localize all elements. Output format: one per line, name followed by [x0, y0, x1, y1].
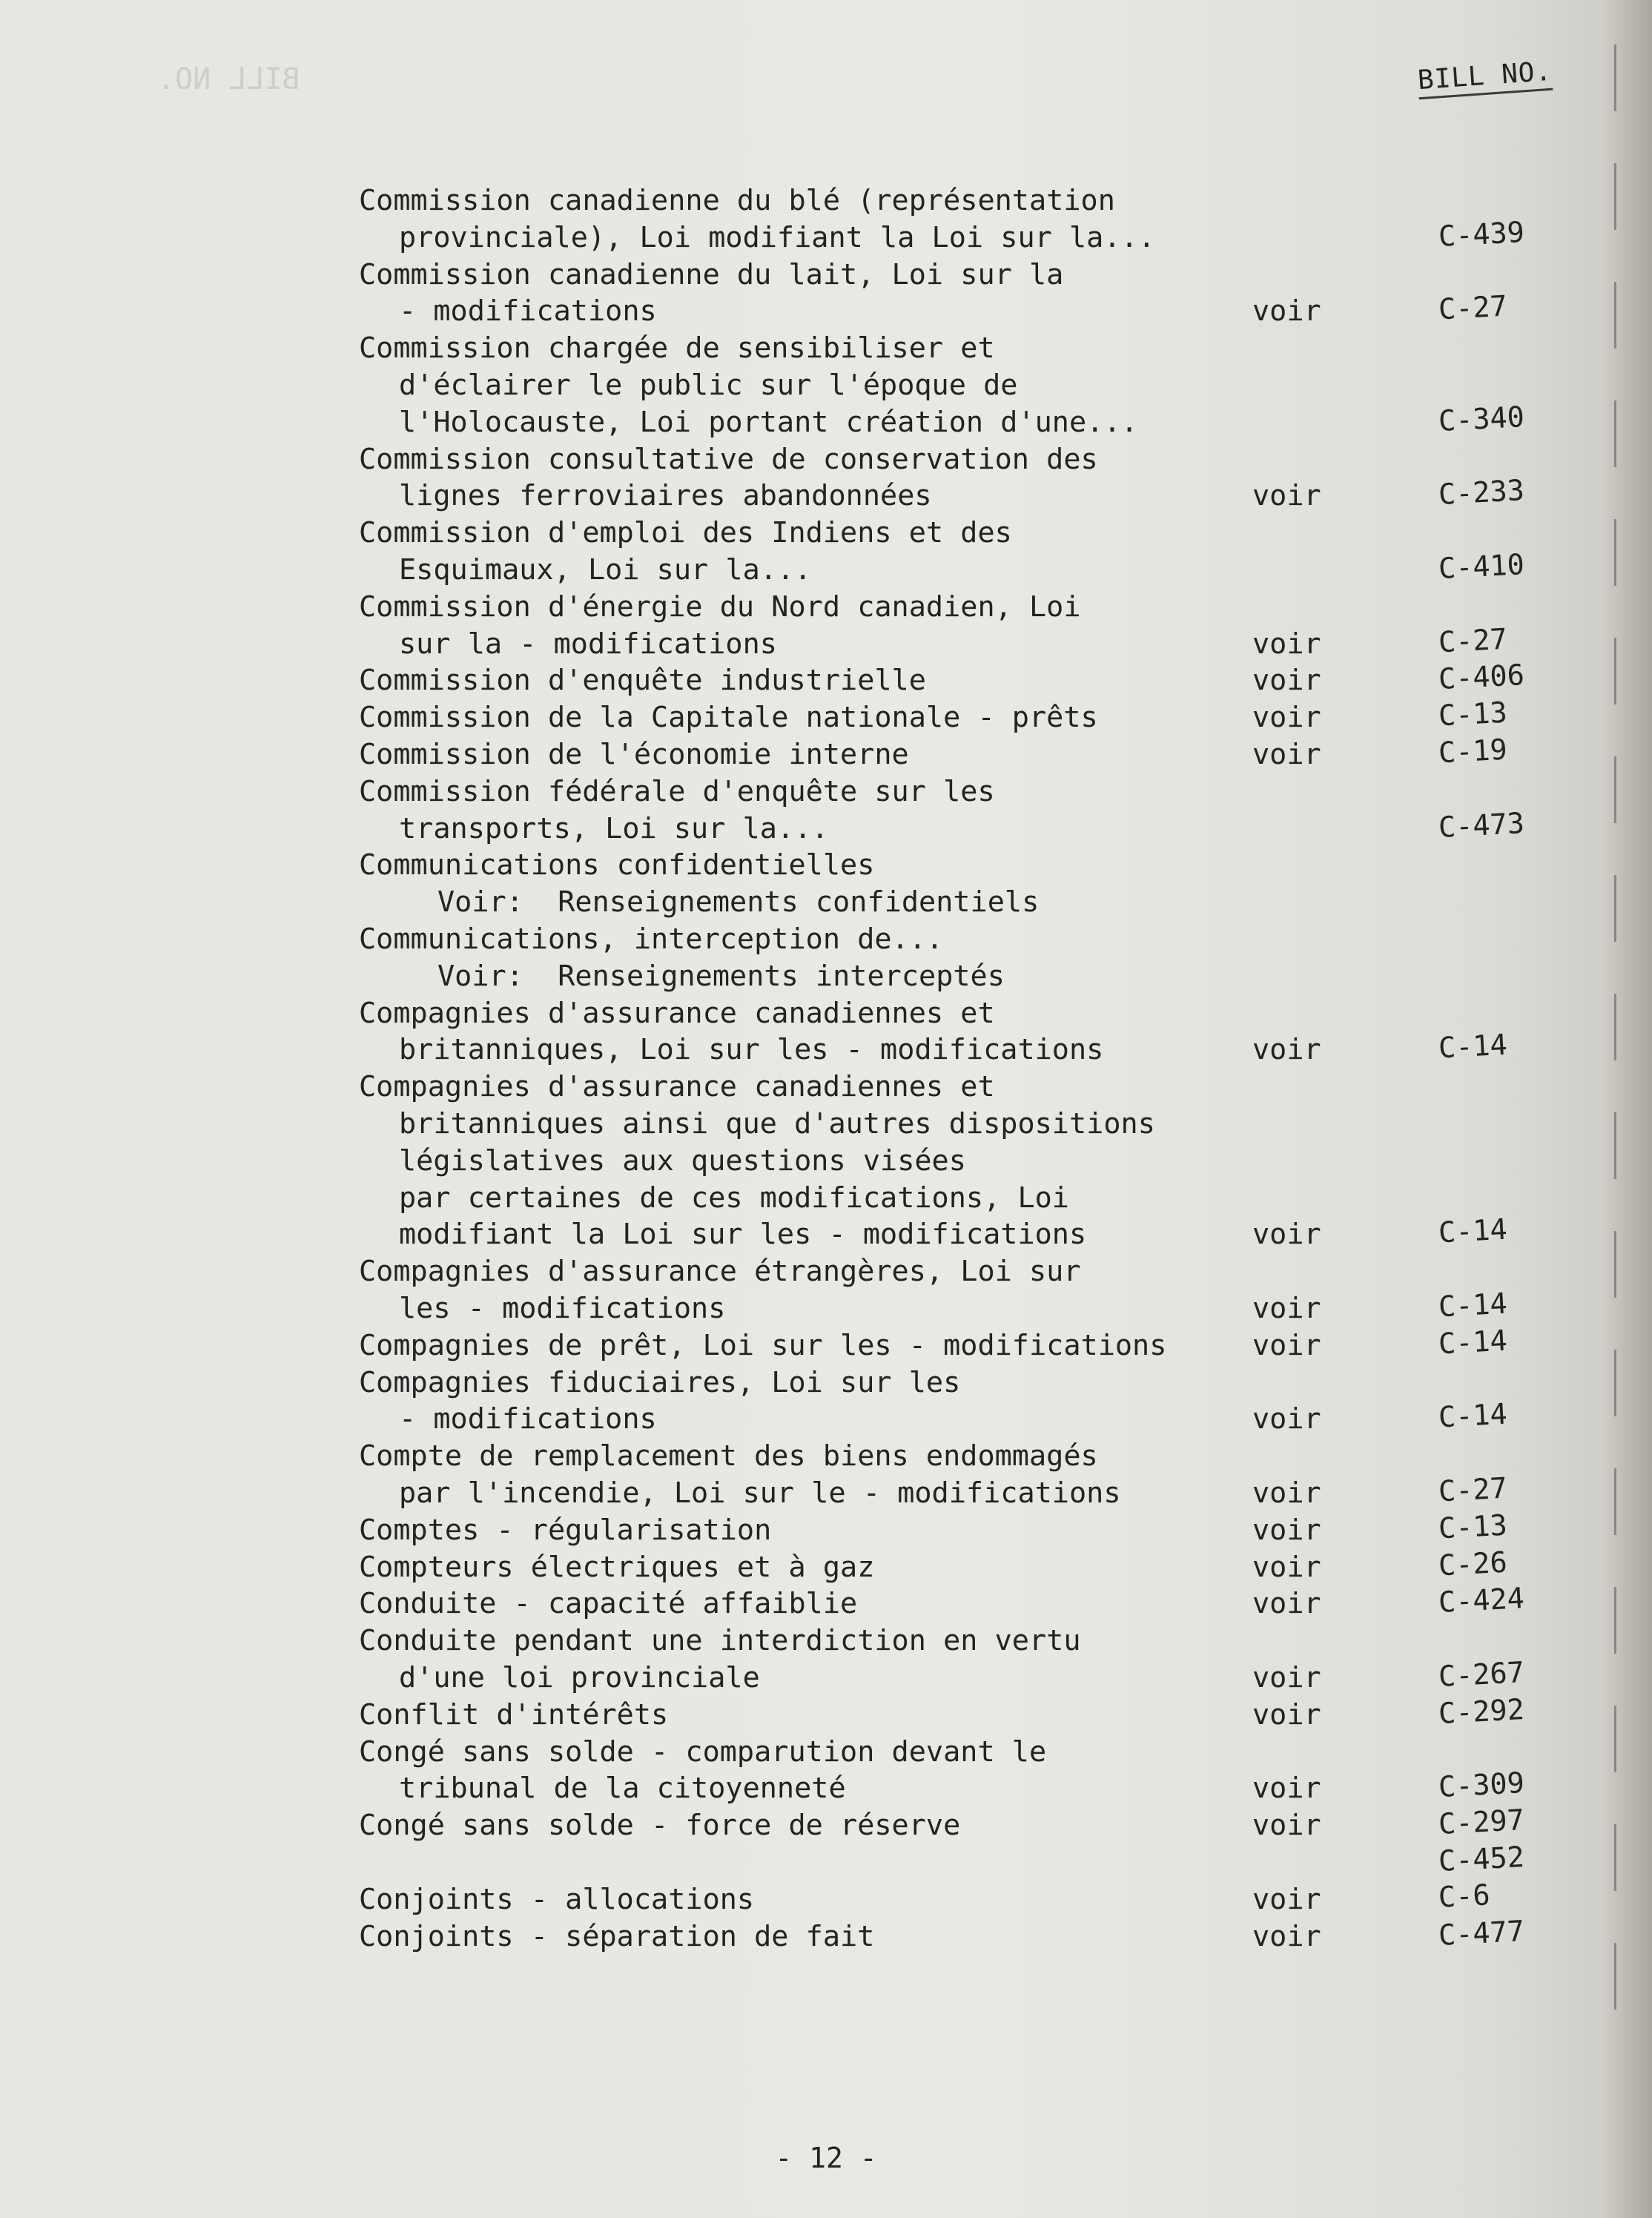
- index-entry-row: [0, 1180, 1602, 1217]
- index-entry-row: [0, 257, 1602, 294]
- index-entry-row: [0, 1766, 1602, 1807]
- index-entry-row: [0, 806, 1602, 848]
- index-entry-row: [0, 995, 1602, 1032]
- voir-label: voir: [1252, 1550, 1321, 1584]
- entry-text: Conflit d'intérêts: [359, 1697, 669, 1732]
- index-entry-row: [0, 921, 1602, 958]
- index-entry-row: [0, 1106, 1602, 1143]
- entry-text: Congé sans solde - force de réserve: [359, 1809, 961, 1843]
- entry-text: Comptes - régularisation: [359, 1513, 772, 1547]
- entry-text: sur la - modifications: [399, 627, 777, 661]
- index-entry-row: [0, 1471, 1602, 1512]
- bill-number: C-452: [1437, 1840, 1525, 1879]
- entry-text: l'Holocauste, Loi portant création d'une...: [399, 405, 1138, 439]
- index-entry-row: [0, 773, 1602, 811]
- index-entry-row: [0, 547, 1602, 589]
- index-entry-row: [0, 215, 1602, 257]
- bill-number: C-14: [1437, 1028, 1508, 1066]
- bill-number: C-13: [1437, 1508, 1508, 1546]
- bill-number: C-233: [1437, 474, 1525, 512]
- bill-number: C-267: [1437, 1655, 1525, 1694]
- bill-number: C-14: [1437, 1287, 1508, 1324]
- entry-text: Commission de l'économie interne: [359, 738, 909, 771]
- entry-text: Compagnies d'assurance canadiennes et: [359, 1070, 995, 1104]
- entry-text: Compagnies d'assurance étrangères, Loi sur: [359, 1255, 1081, 1289]
- voir-label: voir: [1252, 1697, 1321, 1732]
- bill-number: C-473: [1437, 806, 1525, 845]
- voir-label: voir: [1252, 1218, 1321, 1252]
- entry-text: Esquimaux, Loi sur la...: [399, 553, 812, 587]
- entry-text: Commission consultative de conservation des: [359, 442, 1098, 476]
- entry-text: transports, Loi sur la...: [399, 811, 829, 845]
- voir-label: voir: [1252, 1328, 1321, 1362]
- voir-label: voir: [1252, 1476, 1321, 1510]
- see-reference: Voir: Renseignements interceptés: [437, 959, 1005, 993]
- index-entry-row: [0, 515, 1602, 552]
- entry-text: Commission chargée de sensibiliser et: [359, 331, 995, 366]
- index-entry-row: [0, 958, 1602, 995]
- entry-text: britanniques, Loi sur les - modifications: [399, 1033, 1104, 1067]
- index-entry-row: [0, 1069, 1602, 1106]
- entry-text: d'une loi provinciale: [399, 1661, 760, 1694]
- bill-number: C-297: [1437, 1803, 1525, 1842]
- entry-text: Commission d'emploi des Indiens et des: [359, 516, 1012, 550]
- entry-text: Conjoints - séparation de fait: [359, 1919, 875, 1953]
- index-entry-row: [0, 400, 1602, 441]
- index-entry-row: [0, 367, 1602, 404]
- index-entry-row: [0, 1582, 1602, 1623]
- bill-number: C-309: [1437, 1766, 1525, 1805]
- entry-text: Communications confidentielles: [359, 848, 875, 882]
- voir-label: voir: [1252, 1513, 1321, 1547]
- entry-text: Conduite pendant une interdiction en vertu: [359, 1624, 1081, 1658]
- bill-number: C-27: [1437, 622, 1508, 659]
- voir-label: voir: [1252, 1292, 1321, 1325]
- see-reference: Voir: Renseignements confidentiels: [437, 885, 1040, 920]
- bill-number: C-340: [1437, 400, 1525, 438]
- entry-text: Commission canadienne du lait, Loi sur la: [359, 257, 1064, 291]
- index-entry-row: [0, 1364, 1602, 1402]
- bill-number: C-424: [1437, 1582, 1525, 1620]
- entry-text: Commission fédérale d'enquête sur les: [359, 774, 995, 808]
- entry-text: Commission d'enquête industrielle: [359, 664, 926, 698]
- bill-number: C-410: [1437, 547, 1525, 587]
- index-entry-row: [0, 441, 1602, 478]
- bill-number-column-heading: BILL NO.: [1417, 56, 1553, 100]
- bill-number: C-13: [1437, 696, 1508, 733]
- page-number: - 12 -: [775, 2142, 877, 2174]
- bill-number: C-27: [1437, 289, 1508, 327]
- entry-text: britanniques ainsi que d'autres dispositions: [399, 1107, 1155, 1141]
- index-entry-row: [0, 289, 1602, 330]
- voir-label: voir: [1252, 1772, 1321, 1806]
- index-entry-row: [0, 474, 1602, 515]
- voir-label: voir: [1252, 738, 1321, 771]
- index-entry-row: [0, 1028, 1602, 1069]
- entry-text: législatives aux questions visées: [399, 1143, 966, 1178]
- bill-number: C-27: [1437, 1471, 1508, 1509]
- index-entry-row: [0, 330, 1602, 367]
- index-entry-row: [0, 1914, 1602, 1955]
- index-entry-row: [0, 1803, 1602, 1844]
- entry-text: d'éclairer le public sur l'époque de: [399, 369, 1018, 402]
- voir-label: voir: [1252, 627, 1321, 661]
- bill-number: C-14: [1437, 1212, 1508, 1250]
- bill-number: C-406: [1437, 659, 1525, 697]
- entry-text: Commission de la Capitale nationale - prêts: [359, 701, 1098, 735]
- voir-label: voir: [1252, 1402, 1321, 1436]
- index-entry-row: [0, 1508, 1602, 1549]
- entry-text: lignes ferroviaires abandonnées: [399, 479, 932, 513]
- index-entry-row: [0, 1324, 1602, 1364]
- index-entry-row: [0, 847, 1602, 884]
- index-entry-row: [0, 1143, 1602, 1180]
- index-entry-row: [0, 1438, 1602, 1475]
- voir-label: voir: [1252, 294, 1321, 329]
- index-entry-row: [0, 1287, 1602, 1327]
- index-entry-row: [0, 1623, 1602, 1660]
- entry-text: Conduite - capacité affaiblie: [359, 1587, 858, 1621]
- index-entry-row: [0, 1655, 1602, 1697]
- voir-label: voir: [1252, 1033, 1321, 1067]
- entry-text: provinciale), Loi modifiant la Loi sur la...: [399, 220, 1155, 254]
- voir-label: voir: [1252, 1809, 1321, 1843]
- index-entry-row: [0, 733, 1602, 773]
- bill-number: C-26: [1437, 1545, 1508, 1582]
- index-entry-row: [0, 182, 1602, 220]
- bill-number: C-6: [1437, 1878, 1491, 1915]
- entry-text: Compteurs électriques et à gaz: [359, 1550, 875, 1584]
- bill-number: C-439: [1437, 215, 1525, 254]
- bill-number: C-14: [1437, 1397, 1508, 1435]
- index-entry-row: [0, 884, 1602, 921]
- entry-text: Compagnies fiduciaires, Loi sur les: [359, 1365, 961, 1399]
- index-entry-row: [0, 696, 1602, 736]
- entry-text: Compagnies de prêt, Loi sur les - modifications: [359, 1328, 1167, 1362]
- index-entry-row: [0, 622, 1602, 663]
- index-entry-row: [0, 589, 1602, 626]
- entry-text: Compte de remplacement des biens endommagés: [359, 1439, 1098, 1473]
- entry-text: Communications, interception de...: [359, 922, 944, 956]
- entry-text: Commission d'énergie du Nord canadien, Loi: [359, 590, 1081, 624]
- entry-text: par l'incendie, Loi sur le - modifications: [399, 1476, 1121, 1510]
- entry-text: par certaines de ces modifications, Loi: [399, 1181, 1069, 1215]
- entry-text: modifiant la Loi sur les - modifications: [399, 1218, 1087, 1252]
- index-entry-row: [0, 1253, 1602, 1290]
- voir-label: voir: [1252, 701, 1321, 735]
- bill-number: C-292: [1437, 1692, 1525, 1731]
- index-entry-row: [0, 1734, 1602, 1771]
- bleed-through-header: BILL NO.: [157, 62, 300, 96]
- bill-number: C-477: [1437, 1914, 1525, 1953]
- bill-number: C-14: [1437, 1324, 1508, 1362]
- voir-label: voir: [1252, 1587, 1321, 1621]
- entry-text: - modifications: [399, 294, 657, 329]
- voir-label: voir: [1252, 1882, 1321, 1916]
- index-entry-row: [0, 1212, 1602, 1253]
- binding-rule: [1614, 44, 1616, 2047]
- index-entry-row: [0, 1878, 1602, 1918]
- entry-text: Conjoints - allocations: [359, 1882, 755, 1916]
- voir-label: voir: [1252, 479, 1321, 513]
- voir-label: voir: [1252, 664, 1321, 698]
- page-binding-edge: [1600, 0, 1652, 2218]
- index-entry-row: [0, 659, 1602, 699]
- entry-text: Compagnies d'assurance canadiennes et: [359, 996, 995, 1030]
- voir-label: voir: [1252, 1919, 1321, 1953]
- index-entry-row: [0, 1397, 1602, 1438]
- entry-text: Congé sans solde - comparution devant le: [359, 1735, 1047, 1769]
- entry-text: - modifications: [399, 1402, 657, 1436]
- bill-number: C-19: [1437, 733, 1508, 770]
- index-entry-row: [0, 1692, 1602, 1734]
- entry-text: Commission canadienne du blé (représentation: [359, 184, 1115, 217]
- index-entry-row: [0, 1545, 1602, 1586]
- index-entry-row: [0, 1840, 1602, 1881]
- entry-text: tribunal de la citoyenneté: [399, 1772, 846, 1806]
- voir-label: voir: [1252, 1661, 1321, 1694]
- entry-text: les - modifications: [399, 1292, 726, 1325]
